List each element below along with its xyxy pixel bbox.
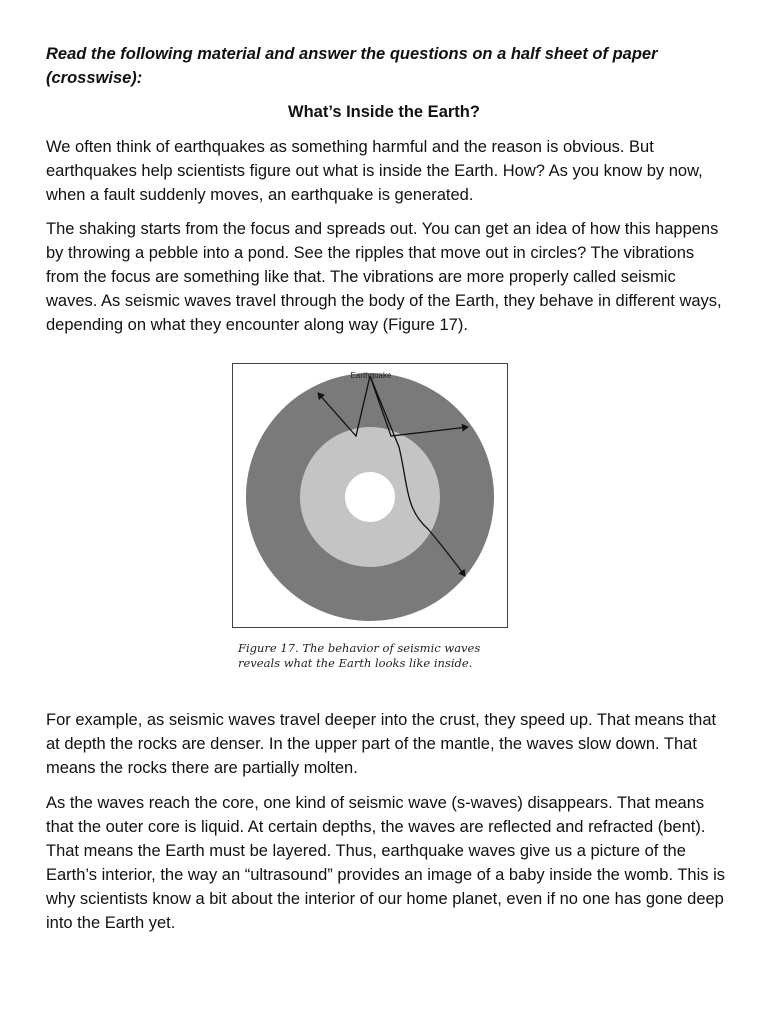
inner-core-layer xyxy=(345,472,395,522)
earthquake-label: Earthquake xyxy=(350,371,392,380)
figure-17 xyxy=(232,363,508,628)
paragraph-4: As the waves reach the core, one kind of seismic wave (s-waves) disappears. That means that the outer core is liquid. At certain depths, the waves are reflected and refracted (bent). That means the Earth must be layered. Thus, earthquake waves give us a picture of the Earth’s interior, the way an “ultrasound” provides an image of a baby inside the womb. This is why scientists know a bit about the interior of our home planet, even if no one has gone deep into the Earth yet. xyxy=(46,794,725,932)
earth-diagram xyxy=(233,364,509,629)
instructions: Read the following material and answer the questions on a half sheet of paper (crosswise): xyxy=(46,45,658,87)
paragraph-2: The shaking starts from the focus and spreads out. You can get an idea of how this happens by throwing a pebble into a pond. See the ripples that move out in circles? The vibrations from the focus are something like that. The vibrations are more properly called seismic waves. As seismic waves travel through the body of the Earth, they behave in different ways, depending on what they encounter along way (Figure 17). xyxy=(46,220,722,334)
figure-caption: Figure 17. The behavior of seismic waves reveals what the Earth looks like inside. xyxy=(238,641,481,670)
page-title: What’s Inside the Earth? xyxy=(288,103,480,121)
paragraph-1: We often think of earthquakes as something harmful and the reason is obvious. But earthquakes help scientists figure out what is inside the Earth. How? As you know by now, when a fault suddenly moves, an earthquake is generated. xyxy=(46,138,703,204)
paragraph-3: For example, as seismic waves travel deeper into the crust, they speed up. That means that at depth the rocks are denser. In the upper part of the mantle, the waves slow down. That means the rocks there are partially molten. xyxy=(46,711,717,777)
